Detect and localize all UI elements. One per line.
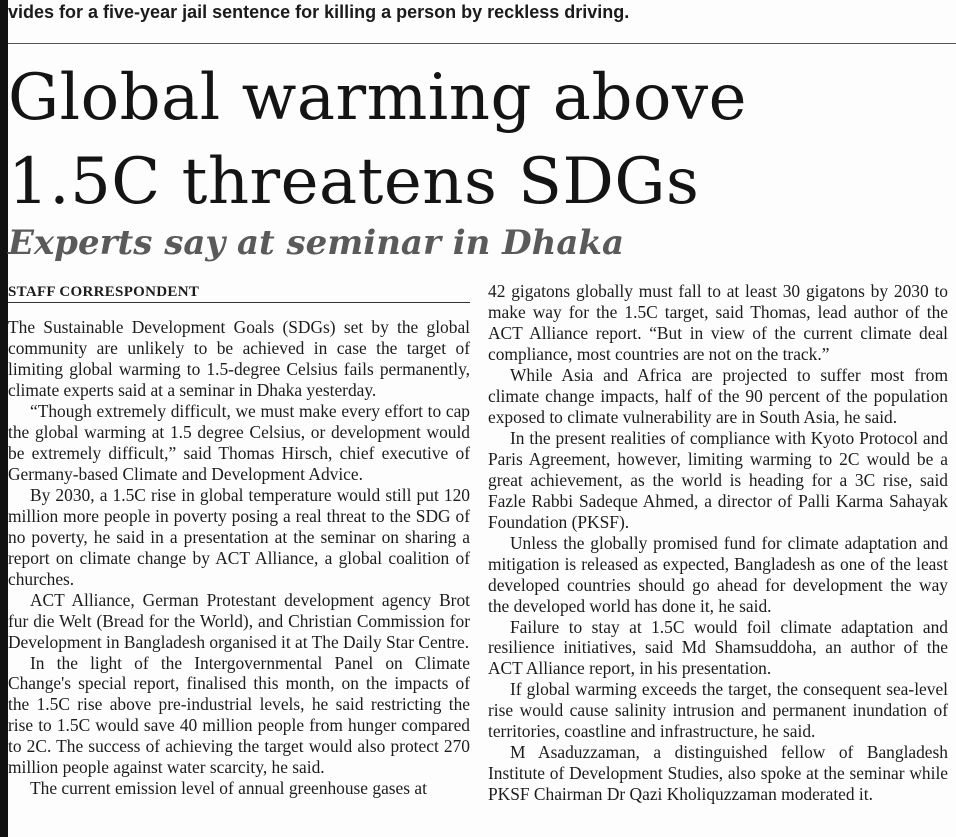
paragraph: ACT Alliance, German Protestant development agency Brot fur die Welt (Bread for the World), and Christian Commission for Development in Bangladesh organised it at The Daily Star Centre. bbox=[8, 589, 470, 652]
page-edge-bar bbox=[0, 0, 8, 837]
section-divider bbox=[8, 43, 956, 44]
paragraph: Unless the globally promised fund for climate adaptation and mitigation is released as expected, Bangladesh as one of the least developed countries should go ahead for development the way the developed world has done it, he said. bbox=[488, 532, 948, 616]
paragraph: M Asaduzzaman, a distinguished fellow of Bangladesh Institute of Development Studies, also spoke at the seminar while PKSF Chairman Dr Qazi Kholiquzzaman moderated it. bbox=[488, 742, 948, 805]
headline bbox=[8, 56, 948, 224]
paragraph: While Asia and Africa are projected to suffer most from climate change impacts, half of the 90 percent of the population exposed to climate vulnerability are in South Asia, he said. bbox=[488, 364, 948, 427]
byline: STAFF CORRESPONDENT bbox=[8, 284, 200, 300]
article-column-left bbox=[8, 283, 470, 799]
snippet-text: vides for a five-year jail sentence for killing a person by reckless driving. bbox=[8, 2, 630, 22]
paragraph: The Sustainable Development Goals (SDGs) set by the global community are unlikely to be achieved in case the target of limiting global warming to 1.5-degree Celsius fails permanently, climate experts said at a seminar in Dhaka yesterday. bbox=[8, 317, 470, 400]
paragraph: 42 gigatons globally must fall to at least 30 gigatons by 2030 to make way for the 1.5C target, said Thomas, lead author of the ACT Alliance report. “But in view of the current climate deal compliance, most countries are not on the track.” bbox=[488, 281, 948, 364]
headline-line-2: 1.5C threatens SDGs bbox=[8, 145, 700, 219]
article-column-right bbox=[488, 281, 948, 805]
paragraph: Failure to stay at 1.5C would foil climate adaptation and resilience initiatives, said Md Shamsuddoha, an author of the ACT Alliance report, in his presentation. bbox=[488, 616, 948, 679]
byline-rule bbox=[8, 302, 470, 303]
subheadline: Experts say at seminar in Dhaka bbox=[8, 223, 624, 263]
paragraph: In the present realities of compliance with Kyoto Protocol and Paris Agreement, however, limiting warming to 2C would be a great achievement, as the world is heading for a 3C rise, said Fazle Rabbi Sadeque Ahmed, a director of Palli Karma Sahayak Foundation (PKSF). bbox=[488, 427, 948, 532]
paragraph: In the light of the Intergovernmental Panel on Climate Change's special report, finalised this month, on the impacts of the 1.5C rise above pre-industrial levels, he said restricting the rise to 1.5C would save 40 million people from hunger compared to 2C. The success of achieving the target would also protect 270 million people against water scarcity, he said. bbox=[8, 652, 470, 778]
previous-article-snippet bbox=[8, 0, 956, 28]
headline-line-1: Global warming above bbox=[8, 61, 747, 135]
paragraph: “Though extremely difficult, we must make every effort to cap the global warming at 1.5 degree Celsius, or development would be extremely difficult,” said Thomas Hirsch, chief executive of Germany-based Climate and Development Advice. bbox=[8, 400, 470, 484]
paragraph: The current emission level of annual greenhouse gases at bbox=[30, 778, 427, 799]
paragraph: By 2030, a 1.5C rise in global temperature would still put 120 million more people in poverty posing a real threat to the SDG of no poverty, he said in a presentation at the seminar on sharing a report on climate change by ACT Alliance, a global coalition of churches. bbox=[8, 484, 470, 589]
paragraph: If global warming exceeds the target, the consequent sea-level rise would cause salinity intrusion and permanent inundation of territories, coastline and infrastructure, he said. bbox=[488, 679, 948, 742]
